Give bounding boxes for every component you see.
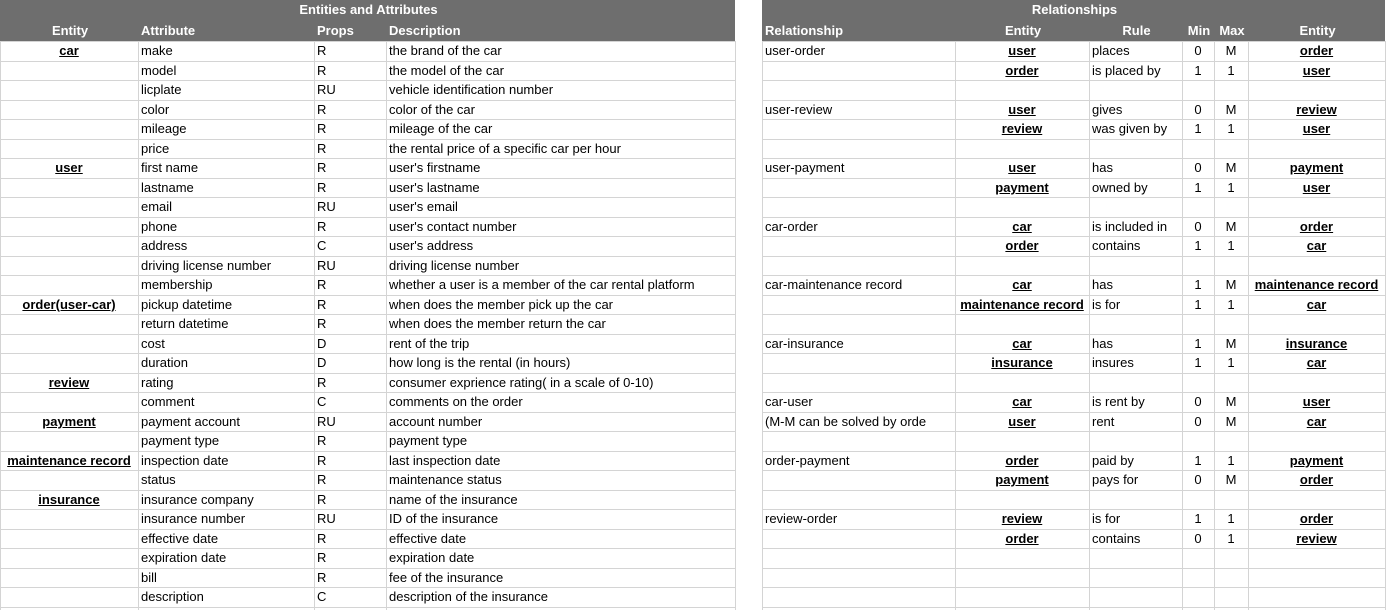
min-cell[interactable]: 0 xyxy=(1194,531,1202,546)
relationship-cell[interactable]: user-review xyxy=(765,102,833,117)
description-cell[interactable]: comments on the order xyxy=(389,394,523,409)
entity-from-cell[interactable]: user xyxy=(1008,414,1036,429)
rule-cell[interactable]: has xyxy=(1092,277,1113,292)
grid-line xyxy=(762,256,1385,257)
attribute-cell[interactable]: price xyxy=(141,141,170,156)
left-section-title: Entities and Attributes xyxy=(0,0,735,21)
attribute-cell[interactable]: driving license number xyxy=(141,258,272,273)
grid-line xyxy=(762,139,1385,140)
max-cell[interactable]: 1 xyxy=(1227,531,1235,546)
props-cell[interactable]: RU xyxy=(317,82,336,97)
entity-from-cell[interactable]: maintenance record xyxy=(960,297,1084,312)
attribute-cell[interactable]: duration xyxy=(141,355,188,370)
min-cell[interactable]: 1 xyxy=(1194,121,1202,136)
description-cell[interactable]: the rental price of a specific car per hour xyxy=(389,141,621,156)
min-cell[interactable]: 1 xyxy=(1194,63,1202,78)
min-cell[interactable]: 1 xyxy=(1194,297,1202,312)
max-cell[interactable]: M xyxy=(1225,277,1237,292)
grid-line xyxy=(762,607,1385,608)
description-cell[interactable]: driving license number xyxy=(389,258,520,273)
entity-to-cell[interactable]: order xyxy=(1299,511,1334,526)
grid-line xyxy=(0,41,1,610)
rule-cell[interactable]: paid by xyxy=(1092,453,1134,468)
rule-cell[interactable]: places xyxy=(1092,43,1130,58)
entity-cell[interactable]: maintenance record xyxy=(7,453,131,468)
attribute-cell[interactable]: insurance company xyxy=(141,492,254,507)
attribute-cell[interactable]: make xyxy=(141,43,173,58)
rule-cell[interactable]: has xyxy=(1092,336,1113,351)
props-cell[interactable]: R xyxy=(317,180,327,195)
attribute-cell[interactable]: phone xyxy=(141,219,178,234)
entity-from-cell[interactable]: payment xyxy=(995,472,1049,487)
max-cell[interactable]: 1 xyxy=(1227,453,1235,468)
max-cell[interactable]: 1 xyxy=(1227,238,1235,253)
props-cell[interactable]: C xyxy=(317,238,327,253)
min-cell[interactable]: 1 xyxy=(1194,277,1202,292)
attribute-cell[interactable]: effective date xyxy=(141,531,219,546)
entity-from-cell[interactable]: order xyxy=(1005,238,1039,253)
relationship-cell[interactable]: car-order xyxy=(765,219,818,234)
relationship-cell[interactable]: (M-M can be solved by orde xyxy=(765,414,927,429)
attribute-cell[interactable]: address xyxy=(141,238,188,253)
right-header-3: Min xyxy=(1182,21,1214,41)
props-cell[interactable]: R xyxy=(317,570,327,585)
description-cell[interactable]: when does the member return the car xyxy=(389,316,606,331)
attribute-cell[interactable]: payment type xyxy=(141,433,220,448)
right-header-4: Max xyxy=(1214,21,1248,41)
description-cell[interactable]: user's contact number xyxy=(389,219,517,234)
rule-cell[interactable]: pays for xyxy=(1092,472,1139,487)
entity-from-cell[interactable]: insurance xyxy=(991,355,1053,370)
entity-from-cell[interactable]: car xyxy=(1012,219,1032,234)
description-cell[interactable]: payment type xyxy=(389,433,468,448)
attribute-cell[interactable]: payment account xyxy=(141,414,241,429)
rule-cell[interactable]: rent xyxy=(1092,414,1115,429)
min-cell[interactable]: 1 xyxy=(1194,238,1202,253)
min-cell[interactable]: 0 xyxy=(1194,394,1202,409)
description-cell[interactable]: effective date xyxy=(389,531,467,546)
grid-line xyxy=(762,568,1385,569)
entity-to-cell[interactable]: car xyxy=(1306,238,1327,253)
grid-line xyxy=(1385,41,1386,610)
props-cell[interactable]: RU xyxy=(317,258,336,273)
description-cell[interactable]: last inspection date xyxy=(389,453,501,468)
rule-cell[interactable]: gives xyxy=(1092,102,1123,117)
props-cell[interactable]: C xyxy=(317,394,327,409)
max-cell[interactable]: M xyxy=(1225,219,1237,234)
attribute-cell[interactable]: expiration date xyxy=(141,550,227,565)
attribute-cell[interactable]: comment xyxy=(141,394,195,409)
relationship-cell[interactable]: user-order xyxy=(765,43,825,58)
attribute-cell[interactable]: email xyxy=(141,199,173,214)
props-cell[interactable]: R xyxy=(317,277,327,292)
min-cell[interactable]: 0 xyxy=(1194,43,1202,58)
rule-cell[interactable]: contains xyxy=(1092,531,1141,546)
attribute-cell[interactable]: model xyxy=(141,63,177,78)
entity-from-cell[interactable]: car xyxy=(1012,277,1032,292)
min-cell[interactable]: 1 xyxy=(1194,453,1202,468)
entity-to-cell[interactable]: user xyxy=(1302,394,1331,409)
entity-to-cell[interactable]: maintenance record xyxy=(1254,277,1379,292)
entity-cell[interactable]: review xyxy=(48,375,90,390)
props-cell[interactable]: RU xyxy=(317,414,336,429)
description-cell[interactable]: mileage of the car xyxy=(389,121,493,136)
max-cell[interactable]: 1 xyxy=(1227,180,1235,195)
props-cell[interactable]: R xyxy=(317,375,327,390)
entity-to-cell[interactable]: car xyxy=(1306,414,1327,429)
description-cell[interactable]: the model of the car xyxy=(389,63,504,78)
grid-line xyxy=(762,490,1385,491)
max-cell[interactable]: 1 xyxy=(1227,355,1235,370)
attribute-cell[interactable]: insurance number xyxy=(141,511,246,526)
entity-from-cell[interactable]: review xyxy=(1001,511,1043,526)
attribute-cell[interactable]: bill xyxy=(141,570,157,585)
entity-from-cell[interactable]: order xyxy=(1005,531,1039,546)
right-header-2: Rule xyxy=(1089,21,1182,41)
props-cell[interactable]: R xyxy=(317,472,327,487)
props-cell[interactable]: R xyxy=(317,316,327,331)
entity-from-cell[interactable]: user xyxy=(1008,160,1036,175)
props-cell[interactable]: R xyxy=(317,297,327,312)
min-cell[interactable]: 0 xyxy=(1194,219,1202,234)
props-cell[interactable]: R xyxy=(317,121,327,136)
attribute-cell[interactable]: pickup datetime xyxy=(141,297,233,312)
max-cell[interactable]: M xyxy=(1225,336,1237,351)
min-cell[interactable]: 1 xyxy=(1194,180,1202,195)
attribute-cell[interactable]: status xyxy=(141,472,176,487)
props-cell[interactable]: RU xyxy=(317,199,336,214)
props-cell[interactable]: R xyxy=(317,531,327,546)
attribute-cell[interactable]: description xyxy=(141,589,204,604)
right-header-1: Entity xyxy=(955,21,1089,41)
relationship-cell[interactable]: car-user xyxy=(765,394,813,409)
max-cell[interactable]: M xyxy=(1225,102,1237,117)
props-cell[interactable]: R xyxy=(317,141,327,156)
relationship-cell[interactable]: car-maintenance record xyxy=(765,277,903,292)
description-cell[interactable]: vehicle identification number xyxy=(389,82,554,97)
attribute-cell[interactable]: return datetime xyxy=(141,316,229,331)
attribute-cell[interactable]: membership xyxy=(141,277,213,292)
rule-cell[interactable]: owned by xyxy=(1092,180,1148,195)
attribute-cell[interactable]: color xyxy=(141,102,170,117)
entity-to-cell[interactable]: order xyxy=(1299,219,1334,234)
relationship-cell[interactable]: car-insurance xyxy=(765,336,844,351)
entity-to-cell[interactable]: review xyxy=(1296,102,1337,117)
description-cell[interactable]: name of the insurance xyxy=(389,492,518,507)
props-cell[interactable]: D xyxy=(317,336,327,351)
grid-line xyxy=(762,587,1385,588)
entity-to-cell[interactable]: car xyxy=(1306,355,1327,370)
props-cell[interactable]: RU xyxy=(317,511,336,526)
props-cell[interactable]: R xyxy=(317,160,327,175)
description-cell[interactable]: user's address xyxy=(389,238,474,253)
entity-from-cell[interactable]: user xyxy=(1008,102,1036,117)
props-cell[interactable]: R xyxy=(317,433,327,448)
attribute-cell[interactable]: lastname xyxy=(141,180,194,195)
rule-cell[interactable]: is placed by xyxy=(1092,63,1161,78)
right-section-title: Relationships xyxy=(762,0,1385,21)
left-header-entity: Entity xyxy=(0,21,138,41)
entity-from-cell[interactable]: order xyxy=(1005,453,1039,468)
props-cell[interactable]: C xyxy=(317,589,327,604)
entity-cell[interactable]: order(user-car) xyxy=(22,297,116,312)
attribute-cell[interactable]: mileage xyxy=(141,121,187,136)
entity-cell[interactable]: insurance xyxy=(38,492,100,507)
min-cell[interactable]: 0 xyxy=(1194,160,1202,175)
entity-to-cell[interactable]: user xyxy=(1302,121,1331,136)
description-cell[interactable]: fee of the insurance xyxy=(389,570,504,585)
grid-line xyxy=(0,607,735,608)
right-header-5: Entity xyxy=(1248,21,1385,41)
rule-cell[interactable]: has xyxy=(1092,160,1113,175)
description-cell[interactable]: user's email xyxy=(389,199,458,214)
max-cell[interactable]: M xyxy=(1225,472,1237,487)
max-cell[interactable]: 1 xyxy=(1227,297,1235,312)
rule-cell[interactable]: insures xyxy=(1092,355,1134,370)
max-cell[interactable]: M xyxy=(1225,43,1237,58)
min-cell[interactable]: 1 xyxy=(1194,355,1202,370)
entity-from-cell[interactable]: car xyxy=(1012,336,1032,351)
entity-to-cell[interactable]: user xyxy=(1302,180,1331,195)
props-cell[interactable]: R xyxy=(317,63,327,78)
attribute-cell[interactable]: first name xyxy=(141,160,199,175)
entity-from-cell[interactable]: order xyxy=(1005,63,1039,78)
description-cell[interactable]: rent of the trip xyxy=(389,336,470,351)
relationship-cell[interactable]: user-payment xyxy=(765,160,845,175)
max-cell[interactable]: M xyxy=(1225,394,1237,409)
max-cell[interactable]: 1 xyxy=(1227,511,1235,526)
relationship-cell[interactable]: order-payment xyxy=(765,453,850,468)
right-header-0: Relationship xyxy=(762,21,955,41)
description-cell[interactable]: how long is the rental (in hours) xyxy=(389,355,571,370)
left-header-description: Description xyxy=(386,21,735,41)
rule-cell[interactable]: is for xyxy=(1092,511,1121,526)
description-cell[interactable]: the brand of the car xyxy=(389,43,502,58)
min-cell[interactable]: 1 xyxy=(1194,511,1202,526)
grid-line xyxy=(762,373,1385,374)
entity-to-cell[interactable]: payment xyxy=(1289,453,1344,468)
entity-to-cell[interactable]: order xyxy=(1299,43,1334,58)
rule-cell[interactable]: was given by xyxy=(1092,121,1168,136)
rule-cell[interactable]: is included in xyxy=(1092,219,1168,234)
props-cell[interactable]: R xyxy=(317,453,327,468)
description-cell[interactable]: consumer exprience rating( in a scale of 0-10) xyxy=(389,375,654,390)
max-cell[interactable]: 1 xyxy=(1227,63,1235,78)
entity-to-cell[interactable]: review xyxy=(1296,531,1337,546)
rule-cell[interactable]: contains xyxy=(1092,238,1141,253)
entity-cell[interactable]: car xyxy=(59,43,79,58)
min-cell[interactable]: 0 xyxy=(1194,414,1202,429)
entity-to-cell[interactable]: order xyxy=(1299,472,1334,487)
min-cell[interactable]: 0 xyxy=(1194,472,1202,487)
description-cell[interactable]: maintenance status xyxy=(389,472,502,487)
attribute-cell[interactable]: licplate xyxy=(141,82,182,97)
attribute-cell[interactable]: rating xyxy=(141,375,174,390)
props-cell[interactable]: R xyxy=(317,102,327,117)
max-cell[interactable]: 1 xyxy=(1227,121,1235,136)
min-cell[interactable]: 0 xyxy=(1194,102,1202,117)
relationship-cell[interactable]: review-order xyxy=(765,511,838,526)
max-cell[interactable]: M xyxy=(1225,414,1237,429)
props-cell[interactable]: R xyxy=(317,43,327,58)
entity-to-cell[interactable]: payment xyxy=(1289,160,1344,175)
description-cell[interactable]: user's lastname xyxy=(389,180,480,195)
description-cell[interactable]: account number xyxy=(389,414,483,429)
props-cell[interactable]: D xyxy=(317,355,327,370)
rule-cell[interactable]: is for xyxy=(1092,297,1121,312)
entity-cell[interactable]: payment xyxy=(42,414,96,429)
props-cell[interactable]: R xyxy=(317,492,327,507)
description-cell[interactable]: color of the car xyxy=(389,102,475,117)
max-cell[interactable]: M xyxy=(1225,160,1237,175)
description-cell[interactable]: user's firstname xyxy=(389,160,481,175)
description-cell[interactable]: expiration date xyxy=(389,550,475,565)
attribute-cell[interactable]: cost xyxy=(141,336,165,351)
entity-from-cell[interactable]: user xyxy=(1008,43,1036,58)
entity-from-cell[interactable]: car xyxy=(1012,394,1032,409)
description-cell[interactable]: when does the member pick up the car xyxy=(389,297,614,312)
rule-cell[interactable]: is rent by xyxy=(1092,394,1145,409)
description-cell[interactable]: description of the insurance xyxy=(389,589,548,604)
props-cell[interactable]: R xyxy=(317,219,327,234)
entity-from-cell[interactable]: payment xyxy=(995,180,1049,195)
entity-to-cell[interactable]: insurance xyxy=(1285,336,1348,351)
min-cell[interactable]: 1 xyxy=(1194,336,1202,351)
left-header-props: Props xyxy=(314,21,386,41)
entity-from-cell[interactable]: review xyxy=(1001,121,1043,136)
entity-to-cell[interactable]: car xyxy=(1306,297,1327,312)
entity-cell[interactable]: user xyxy=(55,160,83,175)
description-cell[interactable]: whether a user is a member of the car rental platform xyxy=(389,277,695,292)
attribute-cell[interactable]: inspection date xyxy=(141,453,229,468)
description-cell[interactable]: ID of the insurance xyxy=(389,511,499,526)
props-cell[interactable]: R xyxy=(317,550,327,565)
left-header-attribute: Attribute xyxy=(138,21,314,41)
entity-to-cell[interactable]: user xyxy=(1302,63,1331,78)
